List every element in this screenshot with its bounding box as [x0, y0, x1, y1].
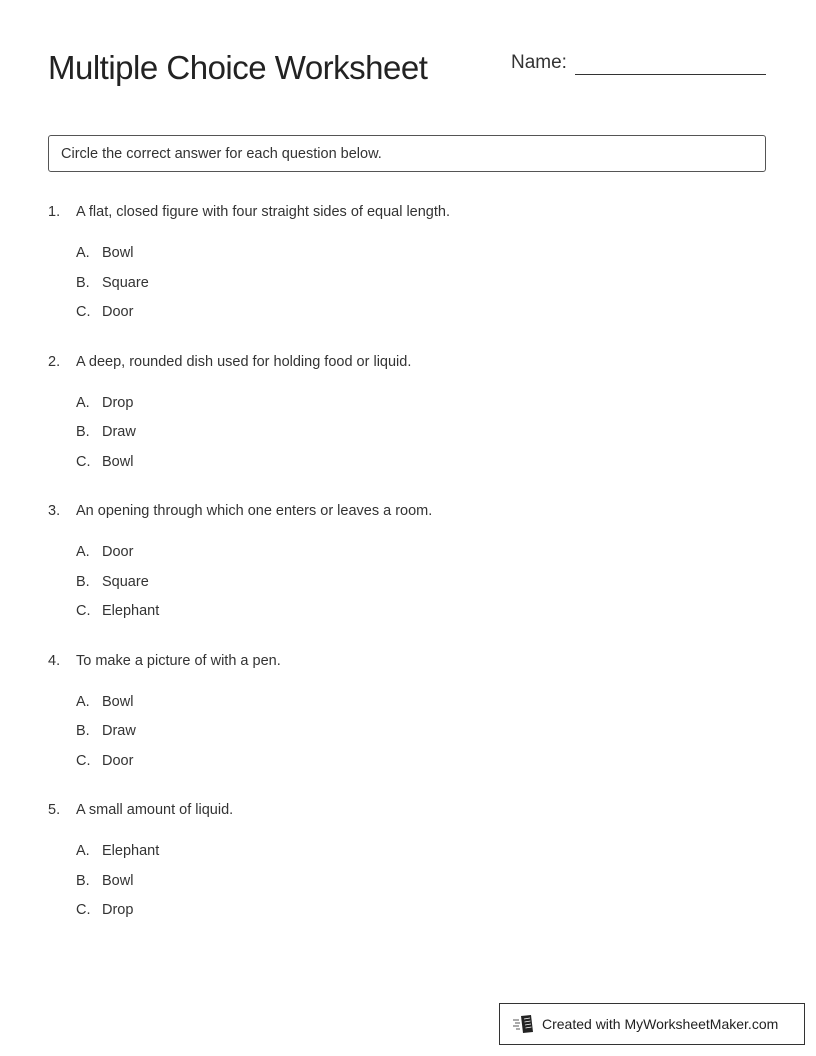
question-number: 3.	[48, 503, 61, 519]
name-label: Name:	[511, 52, 567, 73]
option-text: Door	[102, 304, 134, 320]
instructions-box: Circle the correct answer for each question below.	[48, 135, 766, 172]
question-1	[48, 199, 768, 349]
page-title: Multiple Choice Worksheet	[48, 49, 428, 86]
answer-option	[76, 298, 768, 328]
question-prompt	[48, 199, 768, 225]
option-letter: C.	[76, 603, 91, 619]
question-3	[48, 498, 768, 648]
question-number: 2.	[48, 353, 61, 370]
question-prompt	[48, 349, 768, 375]
question-text: A small amount of liquid.	[76, 802, 234, 818]
answer-option	[76, 448, 768, 478]
option-letter: A.	[76, 693, 90, 710]
question-text: A flat, closed figure with four straight sides of equal length.	[76, 204, 450, 220]
answer-option	[76, 747, 768, 777]
answer-option	[76, 568, 768, 598]
answer-option	[76, 867, 768, 897]
option-text: Door	[102, 544, 134, 560]
option-letter: C.	[76, 304, 91, 320]
option-letter: B.	[76, 274, 90, 291]
name-field	[511, 50, 766, 76]
option-letter: B.	[76, 424, 90, 440]
answer-option	[76, 688, 768, 718]
answer-option	[76, 837, 768, 867]
option-letter: A.	[76, 245, 90, 261]
answer-option	[76, 896, 768, 926]
option-letter: B.	[76, 573, 90, 590]
option-text: Bowl	[102, 693, 134, 710]
option-text: Elephant	[102, 603, 160, 619]
question-prompt	[48, 498, 768, 524]
option-text: Draw	[102, 723, 136, 739]
footer-credit-badge[interactable]	[499, 1003, 805, 1045]
question-5	[48, 797, 768, 947]
option-text: Bowl	[102, 872, 134, 889]
answer-options	[76, 239, 768, 328]
option-letter: C.	[76, 752, 91, 769]
worksheet-logo-icon	[512, 1013, 536, 1035]
footer-credit-text: Created with MyWorksheetMaker.com	[542, 1016, 779, 1032]
option-letter: B.	[76, 723, 90, 739]
question-prompt	[48, 648, 768, 674]
question-text: To make a picture of with a pen.	[76, 652, 281, 669]
answer-option	[76, 597, 768, 627]
option-letter: A.	[76, 394, 90, 411]
answer-options	[76, 538, 768, 627]
option-letter: A.	[76, 544, 90, 560]
option-text: Drop	[102, 902, 134, 918]
answer-option	[76, 239, 768, 269]
option-text: Elephant	[102, 843, 160, 859]
option-text: Square	[102, 274, 149, 291]
answer-option	[76, 717, 768, 747]
option-text: Bowl	[102, 453, 134, 470]
question-number: 4.	[48, 652, 61, 669]
option-letter: A.	[76, 843, 90, 859]
option-text: Bowl	[102, 245, 134, 261]
question-text: An opening through which one enters or leaves a room.	[76, 503, 433, 519]
option-text: Door	[102, 752, 134, 769]
name-blank-line	[575, 74, 766, 75]
option-text: Square	[102, 573, 149, 590]
option-letter: B.	[76, 872, 90, 889]
answer-option	[76, 418, 768, 448]
question-text: A deep, rounded dish used for holding food or liquid.	[76, 353, 412, 370]
option-letter: C.	[76, 902, 91, 918]
question-2	[48, 349, 768, 499]
option-text: Draw	[102, 424, 136, 440]
answer-options	[76, 688, 768, 777]
answer-options	[76, 837, 768, 926]
question-4	[48, 648, 768, 798]
option-text: Drop	[102, 394, 134, 411]
answer-option	[76, 389, 768, 419]
question-number: 5.	[48, 802, 61, 818]
question-list	[48, 199, 768, 947]
option-letter: C.	[76, 453, 91, 470]
question-prompt	[48, 797, 768, 823]
question-number: 1.	[48, 204, 61, 220]
answer-option	[76, 538, 768, 568]
answer-options	[76, 389, 768, 478]
answer-option	[76, 269, 768, 299]
